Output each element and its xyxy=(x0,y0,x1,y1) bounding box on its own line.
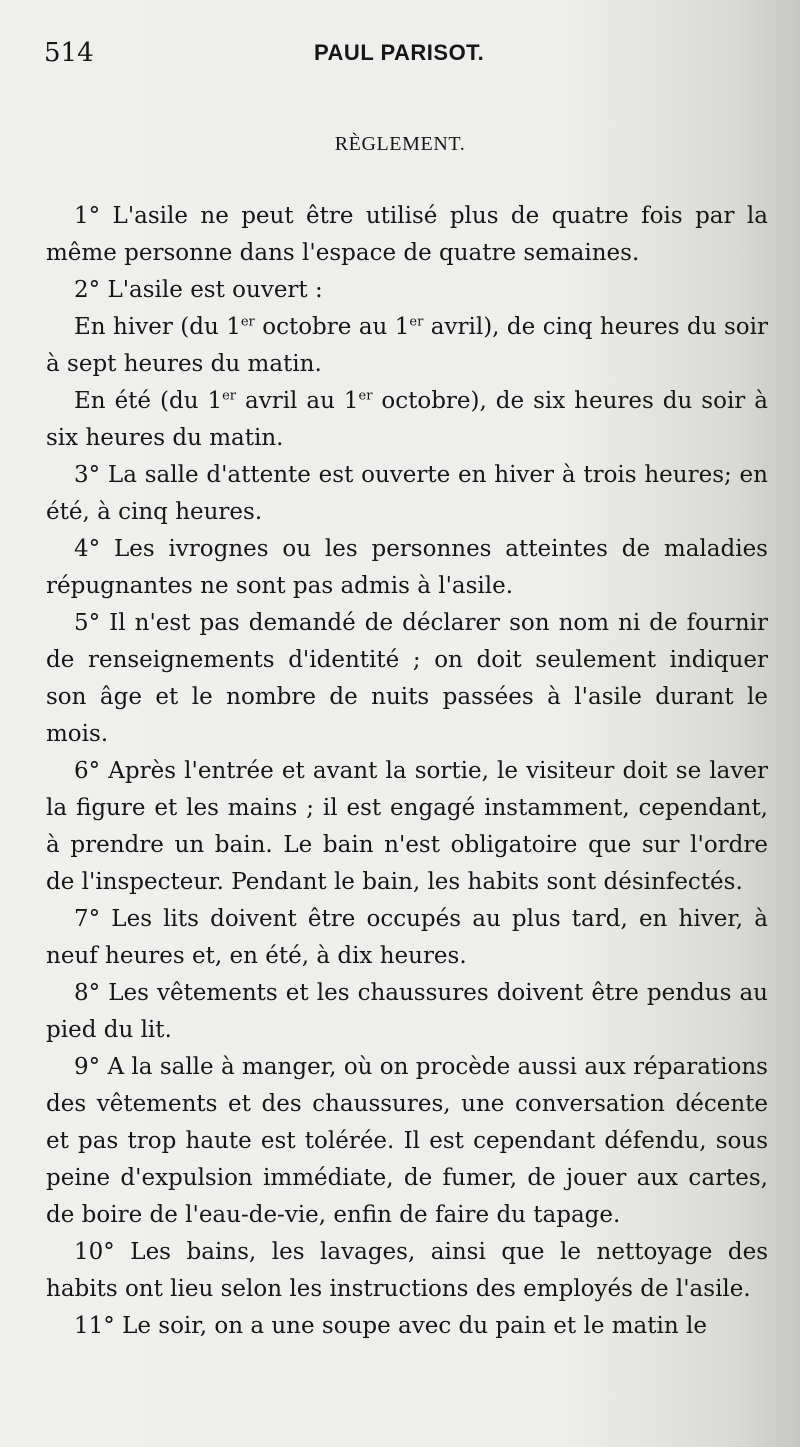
running-head: PAUL PARISOT. xyxy=(314,40,485,65)
rule-2-winter-hours xyxy=(46,309,768,383)
rule-5: 5° Il n'est pas demandé de déclarer son nom ni de fournir de renseignements d'identité ; on doit seulement indiquer son âge et le nombre de nuits passées à l'asile durant le mois. xyxy=(46,610,768,747)
rule-2: 2° L'asile est ouvert : xyxy=(74,277,323,303)
superscript-er: er xyxy=(409,314,424,330)
section-heading: RÈGLEMENT. xyxy=(334,133,466,155)
winter-hours-text-a: En hiver (du 1 xyxy=(74,314,241,340)
page-number: 514 xyxy=(44,38,94,68)
rule-8: 8° Les vêtements et les chaussures doivent être pendus au pied du lit. xyxy=(46,980,768,1043)
rule-10: 10° Les bains, les lavages, ainsi que le nettoyage des habits ont lieu selon les instructions des employés de l'asile. xyxy=(46,1239,768,1302)
winter-hours-text-b: octobre au 1 xyxy=(254,314,410,340)
summer-hours-text-a: En été (du 1 xyxy=(74,388,223,414)
rule-11: 11° Le soir, on a une soupe avec du pain et le matin le xyxy=(74,1313,707,1339)
rule-7: 7° Les lits doivent être occupés au plus tard, en hiver, à neuf heures et, en été, à dix heures. xyxy=(46,906,768,969)
rule-1: 1° L'asile ne peut être utilisé plus de quatre fois par la même personne dans l'espace de quatre semaines. xyxy=(46,203,768,266)
superscript-er: er xyxy=(240,314,255,330)
superscript-er: er xyxy=(358,388,373,404)
winter-hours-text-c: avril), de cinq heures du soir à sept heures du matin. xyxy=(46,314,768,377)
rule-4: 4° Les ivrognes ou les personnes atteintes de maladies répugnantes ne sont pas admis à l'asile. xyxy=(46,536,768,599)
rule-2-summer-hours xyxy=(46,383,768,457)
summer-hours-text-c: octobre), de six heures du soir à six heures du matin. xyxy=(46,388,768,451)
rule-9: 9° A la salle à manger, où on procède aussi aux réparations des vêtements et des chaussures, une conversation décente et pas trop haute est tolérée. Il est cependant défendu, sous peine d'expulsion immédiate, de fumer, de jouer aux cartes, de boire de l'eau-de-vie, enfin de faire du tapage. xyxy=(46,1054,768,1228)
rule-3: 3° La salle d'attente est ouverte en hiver à trois heures; en été, à cinq heures. xyxy=(46,462,768,525)
rule-6: 6° Après l'entrée et avant la sortie, le visiteur doit se laver la figure et les mains ; il est engagé instamment, cependant, à prendre un bain. Le bain n'est obligatoire que sur l'ordre de l'inspecteur. Pendant le bain, les habits sont désinfectés. xyxy=(46,758,768,895)
superscript-er: er xyxy=(222,388,237,404)
page-header xyxy=(44,38,768,78)
body-text xyxy=(46,198,768,1345)
summer-hours-text-b: avril au 1 xyxy=(236,388,359,414)
